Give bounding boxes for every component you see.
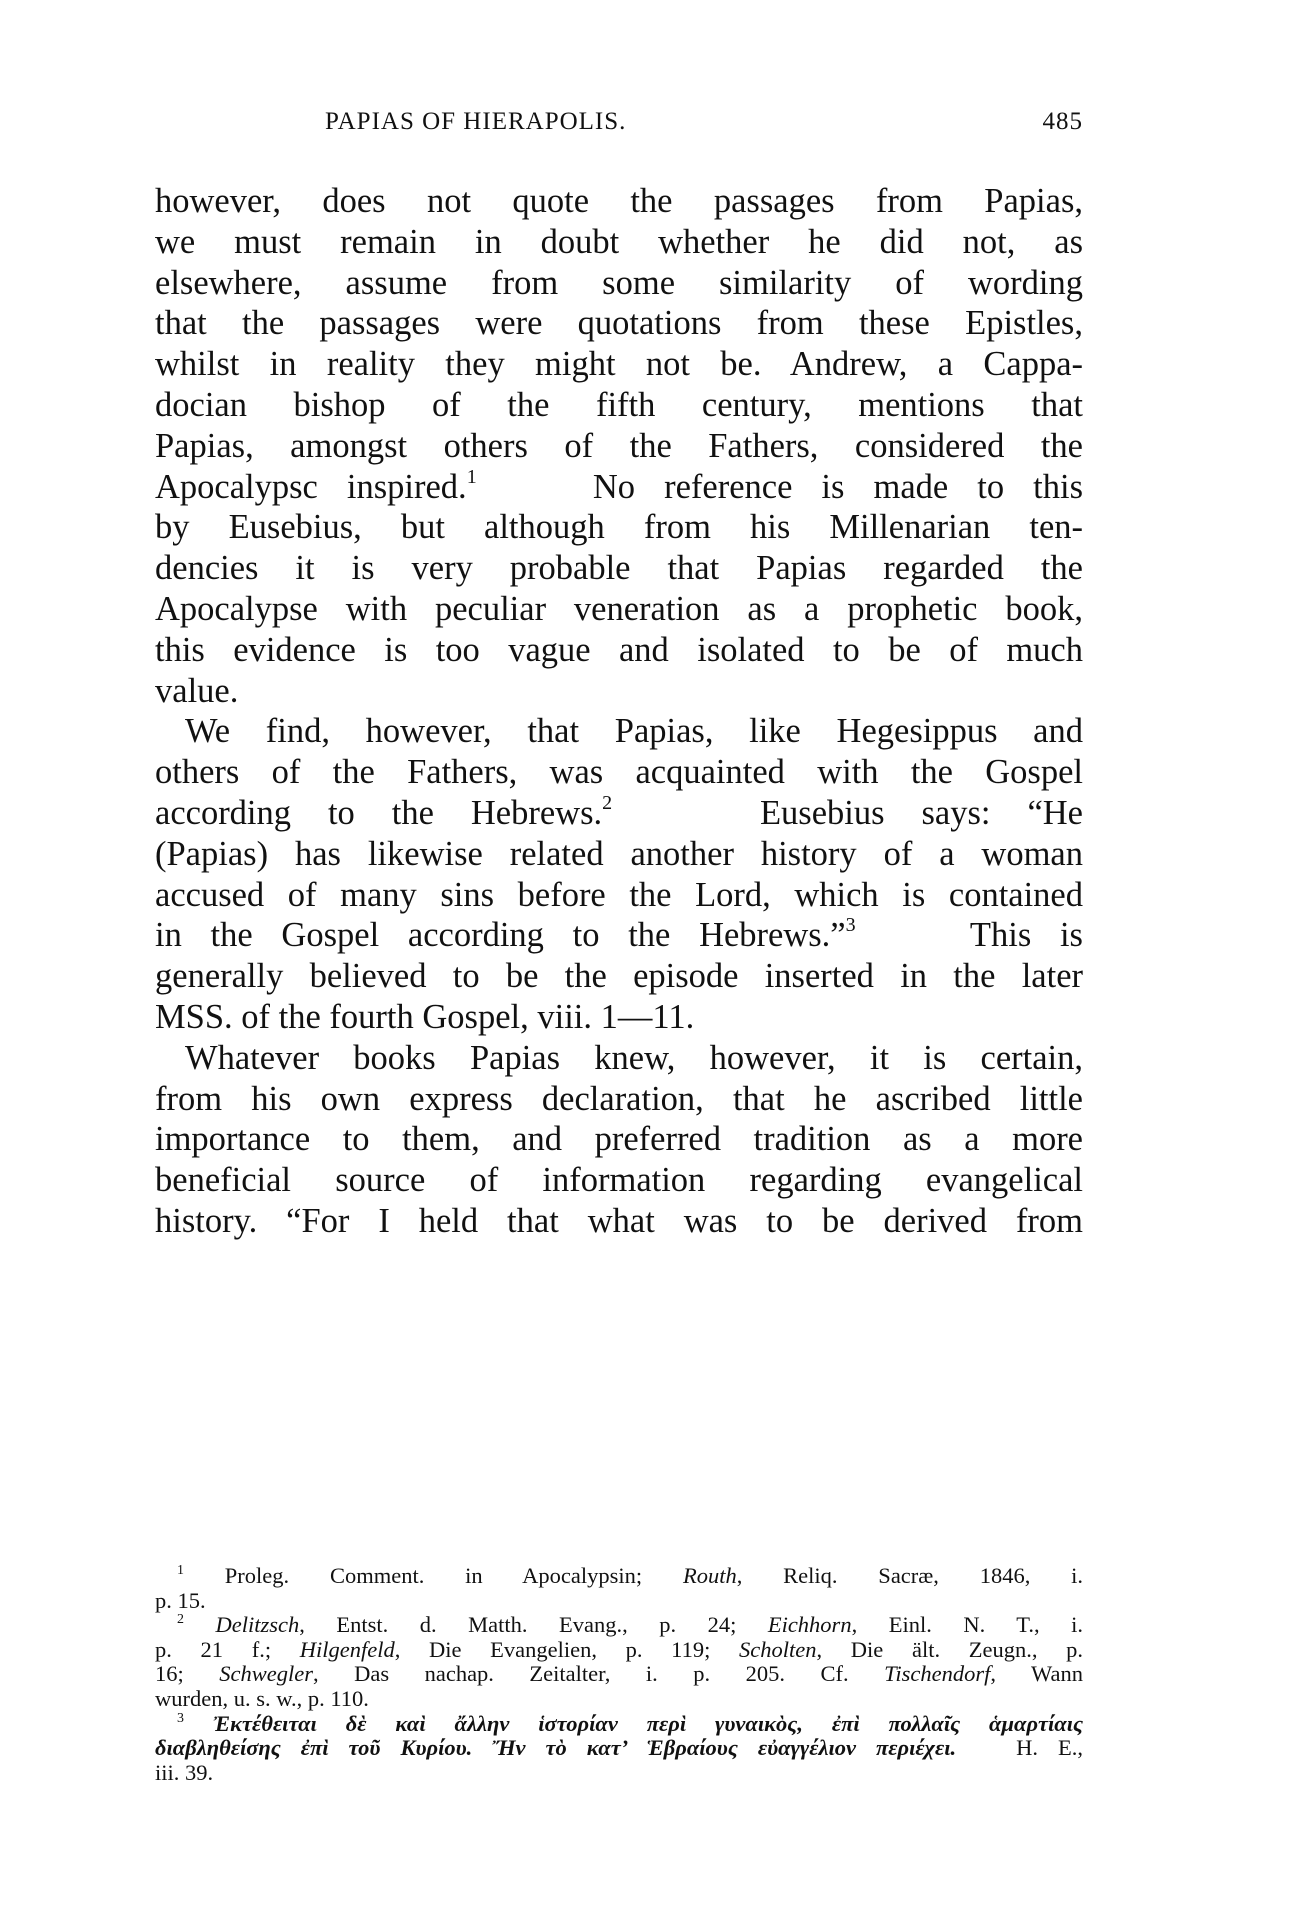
footnote-1 [155, 1564, 1083, 1589]
footnote-text: Proleg. Comment. in Apocalypsin; [224, 1563, 683, 1588]
text-line: that the passages were quotations from these Epistles, [155, 304, 1083, 343]
footnote-2 [155, 1613, 1083, 1638]
text-line: whilst in reality they might not be. Andrew, a Cappa- [155, 345, 1083, 384]
author-name: Eichhorn [767, 1612, 852, 1638]
greek-quotation: διαβληθείσης ἐπὶ τοῦ Κυρίου. Ἤν τὸ κατ’ Ἑβραίους εὐαγγέλιον περιέχει. [155, 1735, 957, 1761]
footnote-mark: 3 [177, 1710, 184, 1726]
footnote-text: , Einl. N. T., i. [851, 1612, 1083, 1638]
footnote-mark: 1 [177, 1562, 184, 1578]
footnote-text: p. 21 f.; [155, 1636, 300, 1662]
text-line: Papias, amongst others of the Fathers, considered the [155, 426, 1083, 465]
footnotes [155, 1564, 1083, 1785]
greek-quotation: Ἐκτέθειται δὲ καὶ ἄλλην ἱστορίαν περὶ γυναικὸς, ἐπὶ πολλαῖς ἁμαρτίαις [212, 1710, 1084, 1736]
text-line: importance to them, and preferred tradition as a more [155, 1120, 1083, 1159]
footnote-text: , Das nachap. Zeitalter, i. p. 205. Cf. [312, 1661, 885, 1687]
footnote-1-cont: p. 15. [155, 1587, 206, 1613]
text-line: accused of many sins before the Lord, which is contained [155, 875, 1083, 914]
paragraph-start: Whatever books Papias knew, however, it is certain, [185, 1038, 1083, 1077]
running-title: PAPIAS OF HIERAPOLIS. [325, 108, 627, 135]
footnote-2-cont [155, 1662, 1083, 1687]
text-line: from his own express declaration, that he ascribed little [155, 1079, 1083, 1118]
text-segment: Eusebius says: “He [759, 793, 1083, 832]
text-line: Apocalypse with peculiar veneration as a prophetic book, [155, 589, 1083, 628]
author-name: Scholten [739, 1636, 817, 1662]
footnote-text: H. E., [1016, 1735, 1084, 1761]
text-line [155, 467, 1083, 508]
body-text [155, 181, 1083, 1242]
author-name: Delitzsch [215, 1612, 300, 1638]
text-segment: No reference is made to this [592, 467, 1083, 506]
text-segment: This is [969, 916, 1083, 955]
text-segment: according to the Hebrews. [155, 793, 603, 832]
footnote-text: , Entst. d. Matth. Evang., p. 24; [299, 1612, 768, 1638]
text-line: MSS. of the fourth Gospel, viii. 1—11. [155, 997, 695, 1036]
footnote-3 [155, 1712, 1083, 1737]
footnote-ref-3[interactable]: 3 [845, 914, 856, 937]
text-line: we must remain in doubt whether he did not, as [155, 222, 1083, 261]
text-line: elsewhere, assume from some similarity of wording [155, 263, 1083, 302]
running-head [155, 108, 1083, 148]
text-line: however, does not quote the passages from Papias, [155, 182, 1083, 220]
footnote-3-cont: iii. 39. [155, 1759, 214, 1785]
page-number: 485 [1042, 108, 1083, 135]
text-line: generally believed to be the episode inserted in the later [155, 957, 1083, 996]
text-line: by Eusebius, but although from his Millenarian ten- [155, 508, 1083, 547]
footnote-2-cont [155, 1638, 1083, 1663]
text-line: beneficial source of information regarding evangelical [155, 1161, 1083, 1200]
author-name: Tischendorf [884, 1661, 991, 1687]
author-name: Hilgenfeld [299, 1636, 395, 1662]
author-name: Routh [682, 1563, 737, 1588]
paragraph-start: We find, however, that Papias, like Hegesippus and [185, 712, 1083, 751]
footnote-ref-2[interactable]: 2 [602, 791, 613, 814]
footnote-2-cont: wurden, u. s. w., p. 110. [155, 1685, 369, 1711]
footnote-text: , Reliq. Sacræ, 1846, i. [736, 1563, 1084, 1588]
footnote-ref-1[interactable]: 1 [466, 465, 477, 488]
author-name: Schwegler [219, 1661, 313, 1687]
text-line: dencies it is very probable that Papias regarded the [155, 549, 1083, 588]
text-line: history. “For I held that what was to be derived from [155, 1201, 1083, 1240]
text-line [155, 915, 1083, 956]
footnote-text: , Wann [990, 1661, 1083, 1687]
text-line: (Papias) has likewise related another history of a woman [155, 834, 1083, 873]
text-segment: in the Gospel according to the Hebrews.” [155, 916, 846, 955]
footnote-text: 16; [155, 1661, 220, 1687]
text-line: docian bishop of the fifth century, mentions that [155, 385, 1083, 424]
text-line: others of the Fathers, was acquainted with the Gospel [155, 753, 1083, 792]
text-line: this evidence is too vague and isolated to be of much [155, 630, 1083, 669]
text-line [155, 793, 1083, 834]
footnote-mark: 2 [177, 1612, 184, 1628]
footnote-3-cont [155, 1736, 1083, 1761]
footnote-text: , Die Evangelien, p. 119; [394, 1636, 740, 1662]
text-line: value. [155, 671, 239, 710]
text-segment: Apocalypsc inspired. [155, 467, 467, 506]
footnote-text: , Die ält. Zeugn., p. [816, 1636, 1083, 1662]
